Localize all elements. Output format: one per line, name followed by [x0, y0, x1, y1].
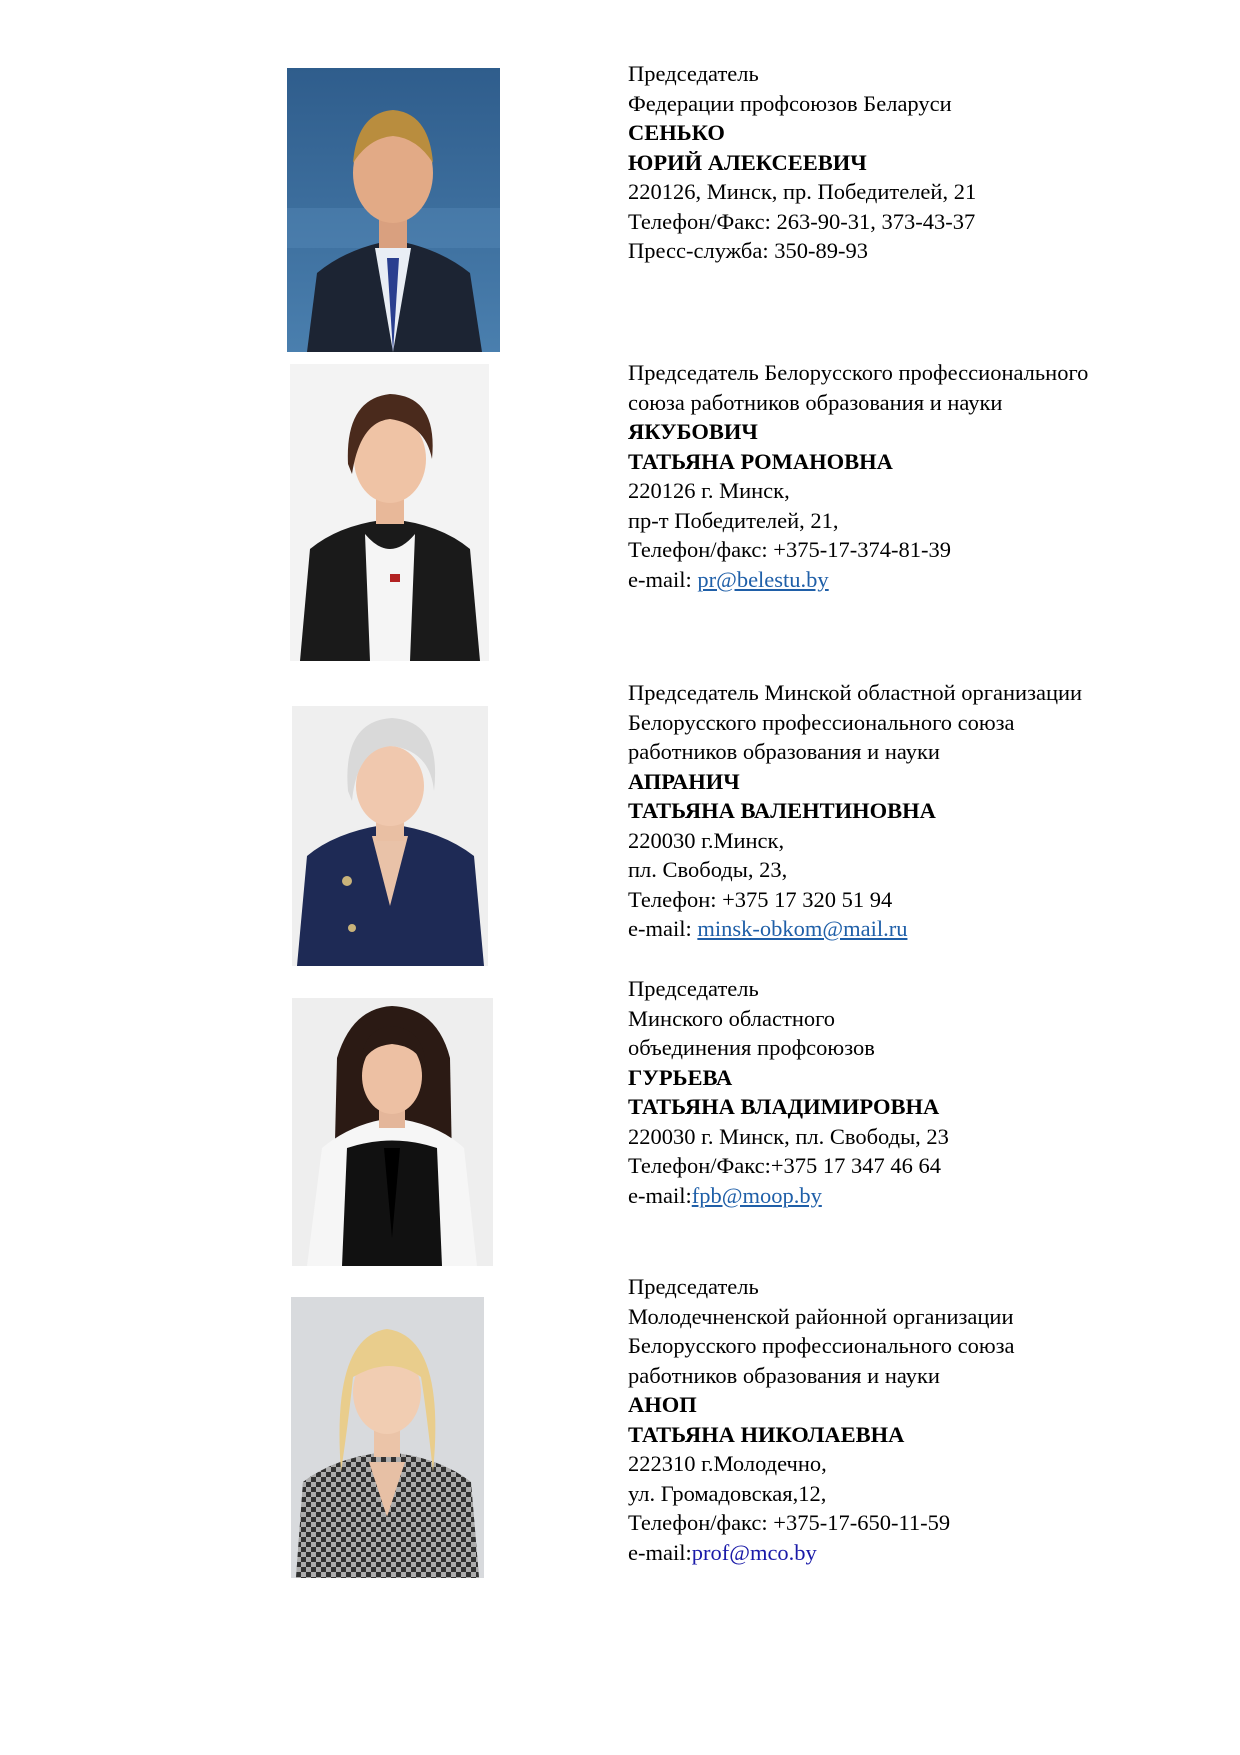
email-label: e-mail:: [628, 566, 698, 592]
position-line: работников образования и науки: [628, 1362, 940, 1388]
address-line: пл. Свободы, 23,: [628, 857, 788, 882]
email-line: [628, 914, 1228, 944]
surname: АПРАНИЧ: [628, 768, 740, 794]
position-line: Белорусского профессионального союза: [628, 709, 1015, 735]
contact-block-yakubovich: [628, 358, 1228, 594]
email-link[interactable]: fpb@moop.by: [691, 1182, 822, 1208]
surname: ГУРЬЕВА: [628, 1064, 733, 1090]
surname: СЕНЬКО: [628, 120, 725, 145]
position-line: работников образования и науки: [628, 739, 940, 764]
email-label: e-mail:: [628, 1539, 692, 1565]
address-line: 222310 г.Молодечно,: [628, 1451, 827, 1476]
email-line: [628, 1181, 1228, 1211]
full-name: ТАТЬЯНА ВЛАДИМИРОВНА: [628, 1094, 940, 1119]
full-name: ТАТЬЯНА НИКОЛАЕВНА: [628, 1421, 905, 1447]
contact-block-guryeva: [628, 974, 1228, 1210]
phone-line: Телефон/факс: +375-17-650-11-59: [628, 1510, 951, 1535]
phone-line: Телефон/Факс: 263-90-31, 373-43-37: [628, 208, 976, 234]
phone-line: Телефон/Факс:+375 17 347 46 64: [628, 1153, 942, 1178]
surname: ЯКУБОВИЧ: [628, 419, 758, 444]
position-line: Председатель: [628, 61, 759, 86]
position-line: Председатель Минской областной организации: [628, 680, 1083, 705]
address-line: ул. Громадовская,12,: [628, 1480, 827, 1506]
portrait-photo-anop: [291, 1297, 484, 1578]
contact-block-apranich: [628, 678, 1228, 944]
position-line: Белорусского профессионального союза: [628, 1333, 1015, 1358]
phone-line: Телефон/факс: +375-17-374-81-39: [628, 537, 951, 562]
position-line: союза работников образования и науки: [628, 389, 1003, 415]
address-line: 220030 г. Минск, пл. Свободы, 23: [628, 1123, 949, 1149]
address-line: 220126 г. Минск,: [628, 478, 790, 503]
full-name: ТАТЬЯНА РОМАНОВНА: [628, 448, 893, 474]
portrait-photo-yakubovich: [290, 364, 489, 661]
portrait-photo-apranich: [292, 706, 488, 966]
full-name: ТАТЬЯНА ВАЛЕНТИНОВНА: [628, 798, 936, 823]
press-line: Пресс-служба: 350-89-93: [628, 238, 868, 263]
full-name: ЮРИЙ АЛЕКСЕЕВИЧ: [628, 149, 867, 175]
portrait-photo-guryeva: [292, 998, 493, 1266]
position-line: Председатель: [628, 976, 759, 1001]
contact-block-senko: [628, 59, 1228, 266]
email-line: [628, 565, 1228, 595]
contact-block-anop: [628, 1272, 1228, 1567]
email-label: e-mail:: [628, 916, 698, 941]
email-line: [628, 1538, 1228, 1568]
email-label: e-mail:: [628, 1182, 692, 1208]
email-link[interactable]: prof@mco.by: [691, 1539, 817, 1565]
position-line: Председатель: [628, 1274, 759, 1299]
position-line: Председатель Белорусского профессионального: [628, 360, 1089, 385]
surname: АНОП: [628, 1392, 697, 1417]
address-line: 220030 г.Минск,: [628, 827, 785, 853]
position-line: объединения профсоюзов: [628, 1035, 875, 1060]
email-link[interactable]: minsk-obkom@mail.ru: [697, 916, 908, 941]
phone-line: Телефон: +375 17 320 51 94: [628, 886, 893, 912]
position-line: Федерации профсоюзов Беларуси: [628, 90, 952, 116]
email-link[interactable]: pr@belestu.by: [697, 566, 829, 592]
portrait-photo-senko: [287, 68, 500, 352]
address-line: 220126, Минск, пр. Победителей, 21: [628, 179, 977, 204]
position-line: Минского областного: [628, 1005, 836, 1031]
address-line: пр-т Победителей, 21,: [628, 507, 839, 533]
position-line: Молодечненской районной организации: [628, 1303, 1014, 1329]
